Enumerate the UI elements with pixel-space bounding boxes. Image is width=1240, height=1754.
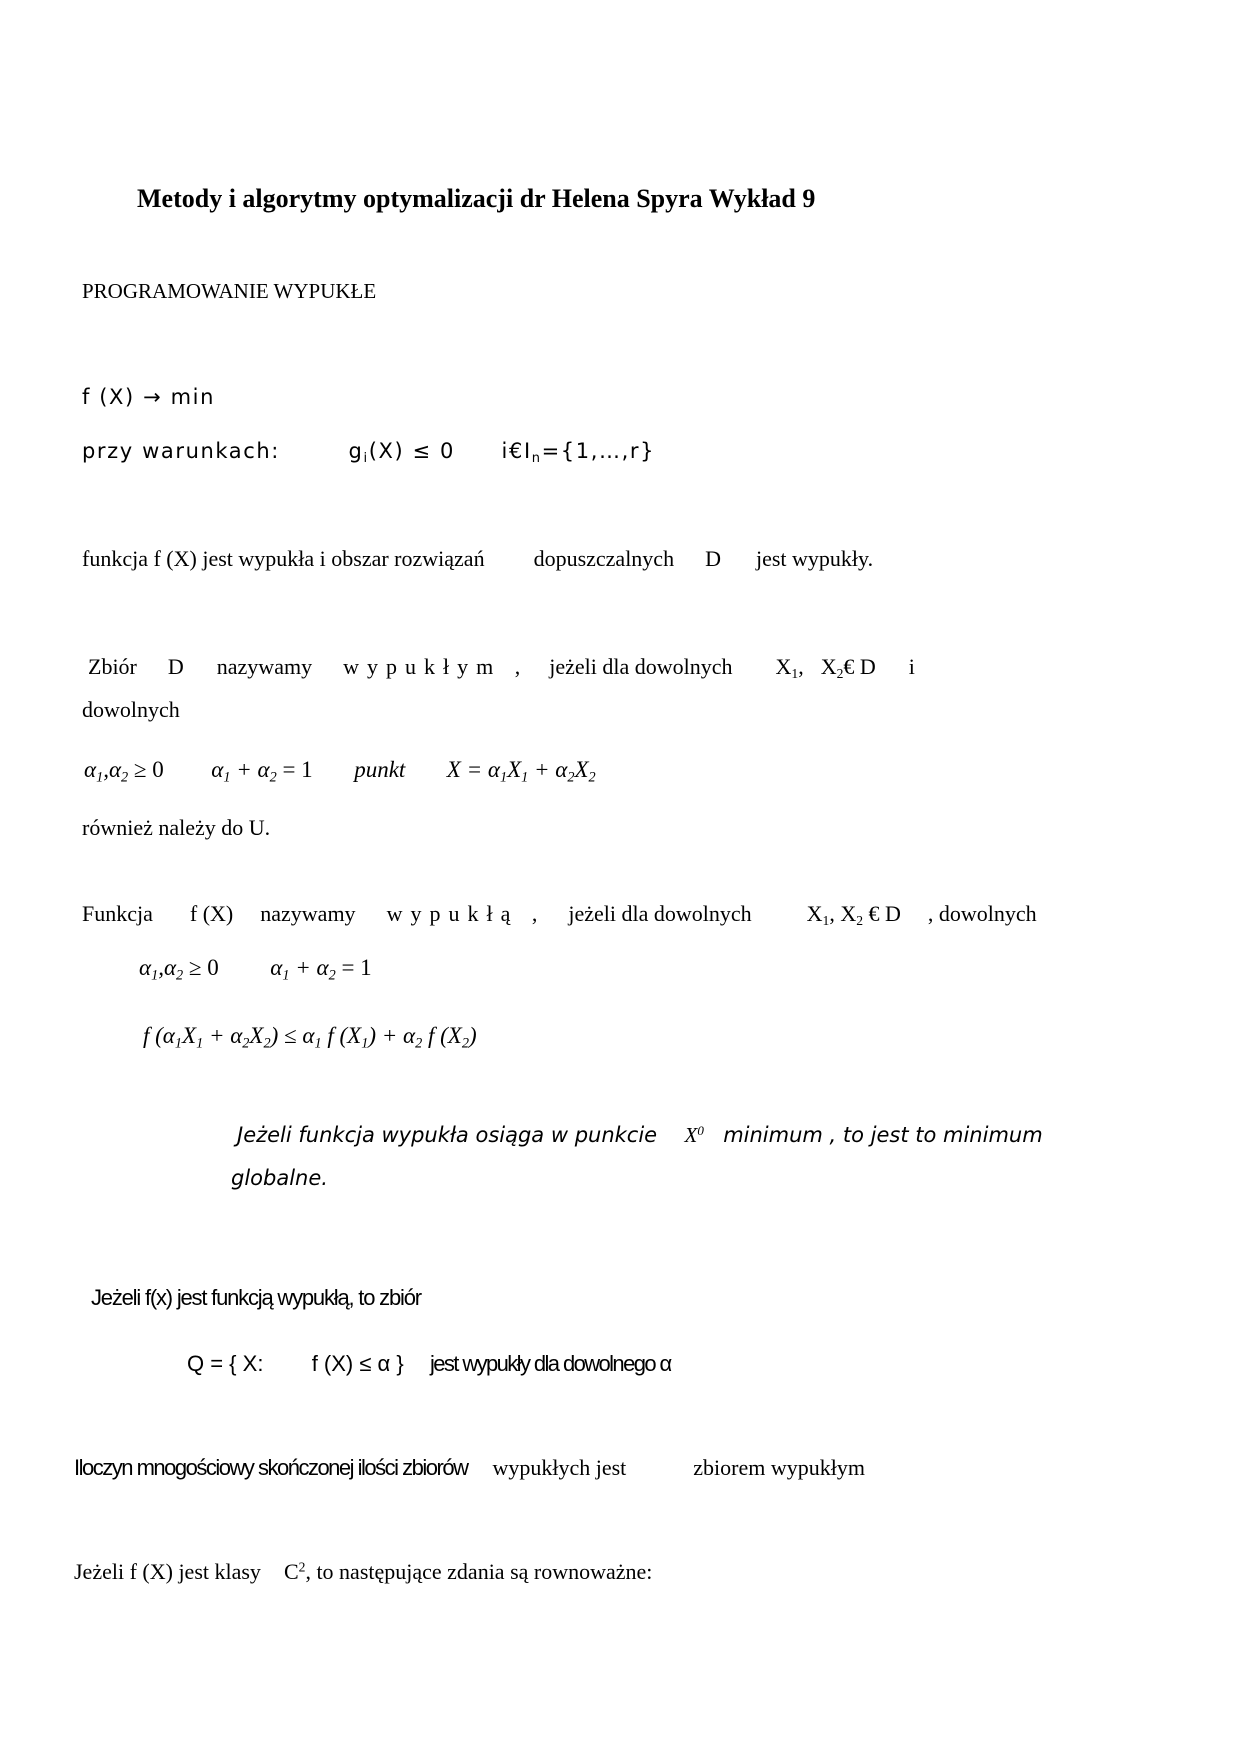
c2-class-c-sup: 2	[298, 1559, 306, 1575]
theorem-min-line1	[237, 1123, 1043, 1148]
convex-function-formula-1	[139, 954, 372, 982]
convex-set-x1-sub: 1	[791, 666, 799, 682]
convex-function-dowolnych: , dowolnych	[927, 901, 1037, 926]
c2-class-c: C	[283, 1559, 299, 1584]
convex-statement	[82, 546, 873, 572]
cf2-c: + α	[208, 1023, 243, 1048]
theorem-min-line2	[231, 1166, 328, 1191]
convex-set-word-d: D	[167, 654, 184, 679]
formula-x2: X	[574, 757, 589, 782]
formula-sum-alpha1: α	[211, 757, 224, 782]
cf2-a-sub: 1	[174, 1035, 182, 1052]
index-set: ={1,…,r}	[541, 439, 656, 463]
convex-function-x2-sub: 2	[856, 913, 864, 929]
convex-statement-part3: D	[705, 546, 721, 571]
convex-set-word-zbior: Zbiór	[88, 654, 137, 679]
level-set-formula	[187, 1351, 671, 1377]
convex-function-condition: jeżeli dla dowolnych	[568, 901, 752, 926]
formula-x1-sub: 1	[521, 769, 529, 786]
formula-x2-sub: 2	[588, 769, 596, 786]
convex-set-line3	[82, 815, 270, 841]
section-heading	[82, 279, 376, 304]
convex-set-x1: X	[775, 654, 792, 679]
page-title	[137, 183, 815, 214]
cf2-g: ) + α	[368, 1023, 416, 1048]
cf2-d: X	[249, 1023, 264, 1048]
theorem-min-line2-text: globalne.	[231, 1166, 328, 1190]
constraint-label: przy warunkach:	[82, 439, 280, 463]
convex-function-x2: , X	[829, 901, 857, 926]
formula-x1: X	[507, 757, 522, 782]
convex-set-in-d: € D	[843, 654, 876, 679]
formula-alpha1-sub: 1	[96, 769, 104, 786]
intersection-part3: zbiorem wypukłym	[693, 1455, 865, 1480]
c2-class-part1: Jeżeli f (X) jest klasy	[74, 1559, 261, 1584]
formula-ge0: ≥ 0	[133, 757, 164, 782]
cf2-b-sub: 1	[196, 1035, 204, 1052]
convex-function-in-d: € D	[868, 901, 901, 926]
cf2-g-sub: 2	[415, 1035, 423, 1052]
level-set-line1: Jeżeli f(x) jest funkcją wypukłą, to zbiór	[91, 1285, 421, 1310]
cf1-sum-alpha2: + α	[295, 955, 329, 980]
cf1-sum-alpha1: α	[270, 955, 283, 980]
cf2-b: X	[182, 1023, 197, 1048]
convex-function-x1-sub: 1	[822, 913, 830, 929]
c2-class-statement	[74, 1559, 652, 1585]
cf2-i: )	[468, 1023, 477, 1048]
convex-set-word-nazywamy: nazywamy	[216, 654, 313, 679]
convex-function-x1: X	[806, 901, 823, 926]
convex-statement-part2: dopuszczalnych	[533, 546, 675, 571]
index-i: i€I	[501, 439, 532, 463]
objective-text: f (X) → min	[82, 385, 215, 409]
cf1-ge0: ≥ 0	[188, 955, 219, 980]
convex-function-formula-2	[143, 1022, 477, 1050]
cf2-h-sub: 2	[461, 1035, 469, 1052]
cf2-e-sub: 1	[314, 1035, 322, 1052]
cf2-c-sub: 2	[242, 1035, 250, 1052]
cf2-d-sub: 2	[263, 1035, 271, 1052]
objective-line	[82, 385, 215, 410]
convex-function-definition	[82, 901, 1037, 927]
convex-function-fx: f (X)	[189, 901, 234, 926]
intersection-part2: wypukłych jest	[492, 1455, 627, 1480]
constraint-g-sub: i	[363, 450, 369, 466]
convex-set-definition	[88, 654, 915, 680]
convex-set-and: i	[908, 654, 915, 679]
cf2-e: ) ≤ α	[270, 1023, 315, 1048]
convex-set-word-wypuklym: wypukłym ,	[343, 654, 529, 679]
constraint-rest: (X) ≤ 0	[368, 439, 455, 463]
convex-function-word-nazywamy: nazywamy	[260, 901, 356, 926]
formula-alpha2: ,α	[103, 757, 122, 782]
level-set-formula-a: Q = { X:	[187, 1351, 264, 1376]
constraint-line	[82, 439, 655, 464]
theorem-min-x0: X	[684, 1123, 698, 1147]
formula-plus-sub: 2	[567, 769, 575, 786]
c2-class-part2: , to następujące zdania są rownoważne:	[305, 1559, 653, 1584]
convex-set-line3-text: również należy do U.	[82, 815, 271, 840]
theorem-min-text-a: Jeżeli funkcja wypukła osiąga w punkcie	[237, 1123, 658, 1147]
cf2-a: f (α	[143, 1023, 175, 1048]
formula-alpha1: α	[84, 757, 97, 782]
convex-function-word-wypukla: wypukłą ,	[386, 901, 546, 926]
formula-x-eq-sub: 1	[499, 769, 508, 786]
intersection-part1: Iloczyn mnogościowy skończonej ilości zbiorów	[74, 1455, 468, 1480]
index-sub: n	[531, 450, 542, 466]
formula-sum-alpha1-sub: 1	[223, 769, 231, 786]
formula-punkt: punkt	[354, 757, 406, 782]
page-title-text: Metody i algorytmy optymalizacji dr Helena Spyra Wykład 9	[137, 184, 816, 213]
convex-set-line2	[82, 697, 180, 723]
cf2-f-sub: 1	[361, 1035, 369, 1052]
formula-sum-alpha2: + α	[236, 757, 270, 782]
cf1-alpha1: α	[139, 955, 152, 980]
section-heading-text: PROGRAMOWANIE WYPUKŁE	[82, 279, 377, 303]
level-set-statement	[91, 1285, 421, 1311]
convex-set-formula	[84, 756, 596, 784]
cf1-sum-eq: = 1	[341, 955, 372, 980]
convex-function-word-funkcja: Funkcja	[82, 901, 153, 926]
cf2-h: f (X	[427, 1023, 462, 1048]
theorem-min-x0-sup: 0	[697, 1122, 704, 1138]
level-set-formula-b: f (X) ≤ α }	[311, 1351, 404, 1376]
convex-set-x2: X	[820, 654, 837, 679]
cf1-sum-alpha1-sub: 1	[282, 967, 290, 984]
convex-set-comma: ,	[798, 654, 804, 679]
formula-sum-eq: = 1	[282, 757, 313, 782]
formula-alpha2-sub: 2	[121, 769, 129, 786]
cf1-alpha1-sub: 1	[151, 967, 159, 984]
convex-statement-part4: jest wypukły.	[755, 546, 874, 571]
cf1-alpha2: ,α	[158, 955, 177, 980]
cf1-alpha2-sub: 2	[176, 967, 184, 984]
cf1-sum-alpha2-sub: 2	[328, 967, 336, 984]
convex-set-x2-sub: 2	[836, 666, 844, 682]
cf2-f: f (X	[327, 1023, 362, 1048]
formula-plus: + α	[534, 757, 568, 782]
intersection-statement	[74, 1455, 865, 1481]
formula-sum-alpha2-sub: 2	[269, 769, 277, 786]
level-set-formula-c: jest wypukły dla dowolnego α	[429, 1351, 671, 1376]
convex-set-condition: jeżeli dla dowolnych	[549, 654, 733, 679]
formula-x-eq: X = α	[446, 757, 500, 782]
constraint-g: g	[348, 439, 364, 463]
convex-set-line2-text: dowolnych	[82, 697, 180, 722]
theorem-min-text-b: minimum , to jest to minimum	[723, 1123, 1043, 1147]
convex-statement-part1: funkcja f (X) jest wypukła i obszar rozwiązań	[82, 546, 485, 571]
